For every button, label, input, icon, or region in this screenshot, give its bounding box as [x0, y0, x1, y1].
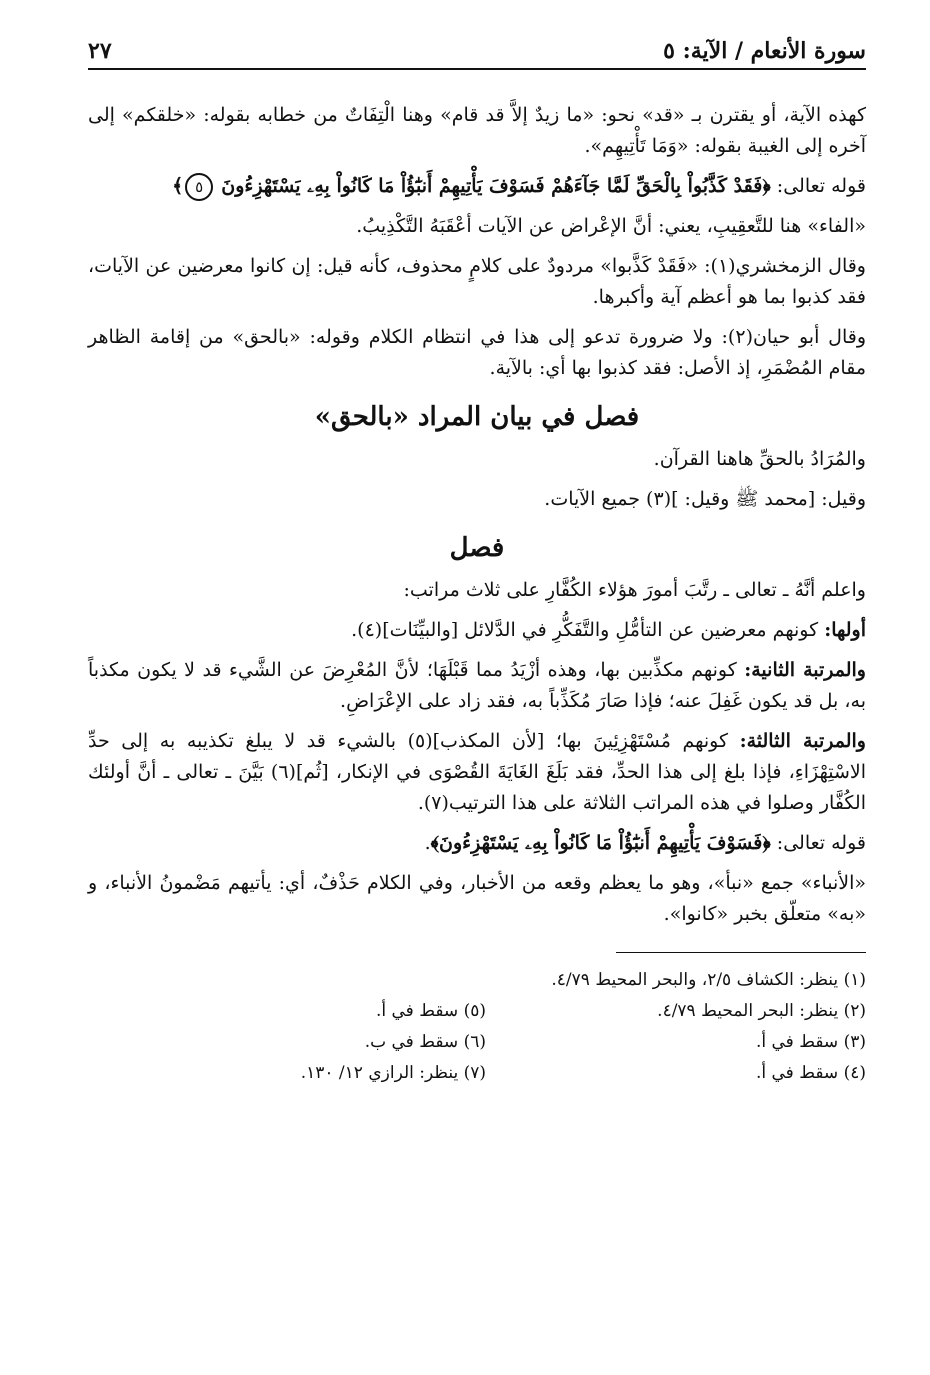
rank-label: والمرتبة الثالثة:	[739, 730, 866, 752]
paragraph: كهذه الآية، أو يقترن بـ «قد» نحو: «ما زيدٌ إلاَّ قد قام» وهنا الْتِفَاتٌ من خطابه بقوله: «خلقكم» إلى آخره إلى الغيبة بقوله: «وَمَا تَأْتِيهِم».	[88, 104, 866, 157]
paragraph: والمرتبة الثانية: كونهم مكذِّبين بها، وهذه أزْيَدُ مما قَبْلَهَا؛ لأنَّ المُعْرِضَ عن الشَّيء قد لا يكون مكذباً به، بل قد يكون غَفِلَ عنه؛ فإذا صَارَ مُكَذِّباً به، فقد زاد على الإعْرَاضِ.	[88, 659, 866, 712]
paragraph: وقيل: [محمد ﷺ وقيل: ](٣) جميع الآيات.	[544, 488, 866, 510]
paragraph: والمرتبة الثالثة: كونهم مُسْتَهْزِئِينَ بها؛ [لأن المكذب](٥) بالشيء قد لا يبلغ تكذيبه به إلى حدِّ الاسْتِهْزَاءِ، فإذا بلغ إلى هذا الحدِّ، فقد بَلَغَ الغَايَةَ القُصْوَى في الإنكار، [ثُم](٦) بَيَّنَ ـ تعالى ـ أنَّ أولئك الكُفَّار وصلوا في هذه المراتب الثلاثة على هذا الترتيب(٧).	[88, 730, 866, 814]
footnote: (٢) ينظر: البحر المحيط ٤/٧٩.	[657, 1001, 866, 1021]
paragraph: «الفاء» هنا للتَّعقِيبِ، يعني: أنَّ الإعْراض عن الآيات أعْقَبَهُ التَّكْذِيبُ.	[356, 215, 866, 237]
section-heading: فصل في بيان المراد «بالحق»	[314, 402, 640, 432]
footnote: (٤) سقط في أ.	[755, 1063, 866, 1083]
verse-paragraph: قوله تعالى: ﴿فَقَدْ كَذَّبُواْ بِالْحَقِّ لَمَّا جَآءَهُمْ فَسَوْفَ يَأْتِيهِمْ أَنبَٰٓؤُاْ مَا كَانُواْ بِهِۦ يَسْتَهْزِءُونَ ٥﴾	[88, 171, 866, 202]
paragraph: «الأنباء» جمع «نبأ»، وهو ما يعظم وقعه من الأخبار، وفي الكلام حَذْفٌ، أي: يأتيهم مَضْمونُ الأنباء، و «به» متعلّق بخبر «كانوا».	[88, 872, 866, 925]
footnotes	[88, 965, 866, 1089]
footnote: (٧) ينظر: الرازي ١٢/ ١٣٠.	[300, 1063, 486, 1083]
footnote: (١) ينظر: الكشاف ٢/٥، والبحر المحيط ٤/٧٩.	[551, 970, 866, 990]
running-header	[88, 34, 866, 70]
paragraph: أولها: كونهم معرضين عن التأمُّلِ والتَّفَكُّرِ في الدَّلائل [والبيِّنَات](٤).	[351, 619, 866, 641]
book-page	[88, 34, 866, 1089]
footnote: (٣) سقط في أ.	[755, 1032, 866, 1052]
quran-verse: ﴿فَقَدْ كَذَّبُواْ بِالْحَقِّ لَمَّا جَآءَهُمْ فَسَوْفَ يَأْتِيهِمْ أَنبَٰٓؤُاْ مَا كَانُواْ بِهِۦ يَسْتَهْزِءُونَ	[221, 175, 771, 197]
quran-verse: ﴿فَسَوْفَ يَأْتِيهِمْ أَنبَٰٓؤُاْ مَا كَانُواْ بِهِۦ يَسْتَهْزِءُونَ﴾	[430, 832, 771, 854]
paragraph: واعلم أنَّهُ ـ تعالى ـ رتَّبَ أمورَ هؤلاء الكُفَّارِ على ثلاث مراتب:	[403, 579, 866, 601]
verse-paragraph: قوله تعالى: ﴿فَسَوْفَ يَأْتِيهِمْ أَنبَٰٓؤُاْ مَا كَانُواْ بِهِۦ يَسْتَهْزِءُونَ﴾.	[424, 832, 866, 854]
paragraph: والمُرَادُ بالحقِّ هاهنا القرآن.	[653, 448, 866, 470]
ayah-number-marker: ٥	[185, 173, 213, 201]
rank-label: أولها:	[824, 619, 866, 641]
footnote-divider	[616, 952, 866, 953]
chapter-reference: سورة الأنعام / الآية: ٥	[663, 38, 866, 64]
paragraph: وقال أبو حيان(٢): ولا ضرورة تدعو إلى هذا في انتظام الكلام وقوله: «بالحق» من إقامة الظاهر مقام المُضْمَرِ، إذ الأصل: فقد كذبوا بها أي: بالآية.	[88, 326, 866, 379]
footnote: (٦) سقط في ب.	[364, 1032, 486, 1052]
rank-label: والمرتبة الثانية:	[744, 659, 866, 681]
paragraph: وقال الزمخشري(١): «فَقَدْ كَذَّبوا» مردودٌ على كلامٍ محذوف، كأنه قيل: إن كانوا معرضين عن الآيات، فقد كذبوا بما هو أعظم آية وأكبرها.	[88, 255, 866, 308]
footnote: (٥) سقط في أ.	[375, 1001, 486, 1021]
main-text	[88, 100, 866, 930]
page-number: ٢٧	[88, 38, 112, 64]
section-heading: فصل	[449, 533, 505, 563]
